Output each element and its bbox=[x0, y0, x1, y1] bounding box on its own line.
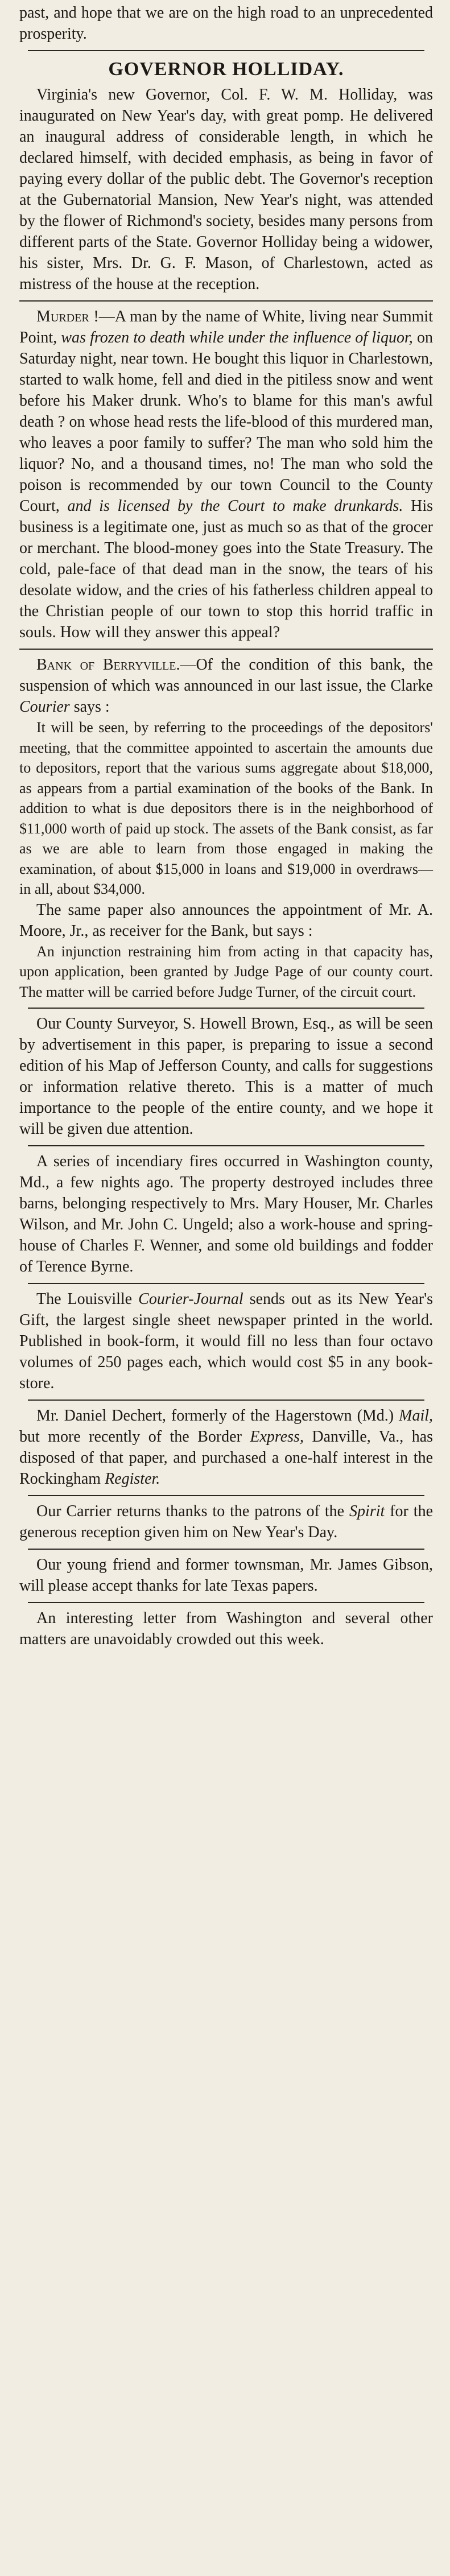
courier-italic: Courier-Journal bbox=[138, 1290, 243, 1308]
section-divider bbox=[28, 1145, 425, 1146]
bank-paragraph bbox=[19, 654, 433, 717]
dechert-text-1: Mr. Daniel Dechert, formerly of the Hagerstown (Md.) bbox=[36, 1407, 394, 1425]
carrier-text-1: Our Carrier returns thanks to the patrons of the bbox=[36, 1502, 345, 1520]
murder-paragraph bbox=[19, 306, 433, 643]
section-divider bbox=[28, 1283, 425, 1284]
section-divider bbox=[28, 1602, 425, 1603]
bank-quote-2: An injunction restraining him from acting in that capacity has, upon application, been granted by Judge Page of our county court. The matter will be carried before Judge Turner, of the circuit court. bbox=[19, 943, 433, 1000]
bank-italic: Courier bbox=[19, 698, 70, 716]
murder-italic-1: was frozen to death while under the influence of liquor, bbox=[61, 329, 413, 346]
murder-text-3: His business is a legitimate one, just as much so as that of the grocer or merchant. The blood-money goes into the State Treasury. The cold, pale-face of that dead man in the snow, the tears of his desolate widow, and the cries of his fatherless children appeal to the Christian people of our town to stop this horrid traffic in souls. How will they answer this appeal? bbox=[19, 497, 434, 641]
dechert-paragraph bbox=[19, 1405, 433, 1489]
courier-paragraph bbox=[19, 1289, 433, 1394]
section-divider bbox=[28, 1400, 425, 1401]
dechert-text-2: but more recently of the Border bbox=[19, 1428, 242, 1446]
section-divider bbox=[19, 649, 433, 650]
intro-paragraph: past, and hope that we are on the high road to an unprecedented prosperity. bbox=[19, 4, 433, 43]
fires-paragraph: A series of incendiary fires occurred in Washington county, Md., a few nights ago. The property destroyed includes three barns, belonging respectively to Mrs. Mary Houser, Mr. Charles Wilson, and Mr. John C. Ungeld; also a work-house and spring-house of Charles F. Wenner, and some old buildings and fodder of Terence Byrne. bbox=[19, 1153, 433, 1275]
murder-italic-2: and is licensed by the Court to make drunkards. bbox=[67, 497, 403, 515]
bank-quote-1: It will be seen, by referring to the proceedings of the depositors' meeting, that the committee appointed to ascertain the amounts due to depositors, report that the various sums aggregate about $18,000, as appears from a partial examination of the books of the Bank. In addition to what is due depositors there is in the neighborhood of $11,000 worth of paid up stock. The assets of the Bank consist, as far as we are able to learn from those engaged in making the examination, of about $15,000 in loans and $19,000 in overdraws—in all, about $34,000. bbox=[19, 719, 433, 897]
surveyor-paragraph: Our County Surveyor, S. Howell Brown, Esq., as will be seen by advertisement in this paper, is preparing to issue a second edition of his Map of Jefferson County, and calls for suggestions or information relative thereto. This is a matter of much importance to the people of the entire county, and we hope it will be given due attention. bbox=[19, 1015, 433, 1138]
dechert-italic-2: Express, bbox=[250, 1428, 304, 1446]
bank-text-2: says : bbox=[73, 698, 110, 716]
carrier-paragraph bbox=[19, 1501, 433, 1543]
murder-text-1: —A man by the name of White, living near Summit Point, bbox=[19, 308, 433, 346]
courier-text-2: sends out as its New Year's Gift, the largest single sheet newspaper printed in the world. Published in book-form, it would fill no less than four octavo volumes of 250 pages each, which would cost $5 in any book-store. bbox=[19, 1290, 434, 1392]
section-divider bbox=[28, 1549, 425, 1550]
dechert-text-3: Danville, Va., has disposed of that paper, and purchased a one-half interest in the Rockingham bbox=[19, 1428, 434, 1488]
carrier-italic: Spirit bbox=[349, 1502, 385, 1520]
carrier-text-2: for the generous reception given him on New Year's Day. bbox=[19, 1502, 434, 1541]
governor-paragraph: Virginia's new Governor, Col. F. W. M. Holliday, was inaugurated on New Year's day, with great pomp. He delivered an inaugural address of considerable length, in which he declared himself, with decided emphasis, as being in favor of paying every dollar of the public debt. The Governor's reception at the Gubernatorial Mansion, New Year's night, was attended by the flower of Richmond's society, besides many persons from different parts of the State. Governor Holliday being a widower, his sister, Mrs. Dr. G. F. Mason, of Charlestown, acted as mistress of the house at the reception. bbox=[19, 86, 433, 293]
crowded-paragraph: An interesting letter from Washington and several other matters are unavoidably crowded out this week. bbox=[19, 1609, 433, 1648]
section-divider bbox=[28, 1008, 425, 1009]
murder-lead: Murder ! bbox=[36, 308, 99, 325]
murder-text-2: on Saturday night, near town. He bought this liquor in Charlestown, started to walk home, fell and died in the pitiless snow and went before his Maker drunk. Who's to blame for this man's awful death ? on whose head rests the life-blood of this murdered man, who leaves a poor family to suffer? The man who sold him the liquor? No, and a thousand times, no! The man who sold the poison is recommended by our town Council to the County Court, bbox=[19, 329, 433, 515]
bank-note: The same paper also announces the appointment of Mr. A. Moore, Jr., as receiver for the Bank, but says : bbox=[19, 901, 433, 940]
bank-lead: Bank of Berryville. bbox=[36, 656, 180, 674]
gibson-paragraph: Our young friend and former townsman, Mr. James Gibson, will please accept thanks for late Texas papers. bbox=[19, 1556, 433, 1595]
section-divider bbox=[28, 1495, 425, 1496]
courier-text-1: The Louisville bbox=[36, 1290, 133, 1308]
dechert-italic-1: Mail, bbox=[399, 1407, 434, 1425]
dechert-italic-3: Register. bbox=[105, 1470, 160, 1488]
bank-text-1: —Of the condition of this bank, the suspension of which was announced in our last issue, the Clarke bbox=[19, 656, 433, 695]
section-divider bbox=[28, 50, 425, 51]
governor-headline: GOVERNOR HOLLIDAY. bbox=[108, 59, 344, 80]
section-divider bbox=[19, 300, 433, 302]
